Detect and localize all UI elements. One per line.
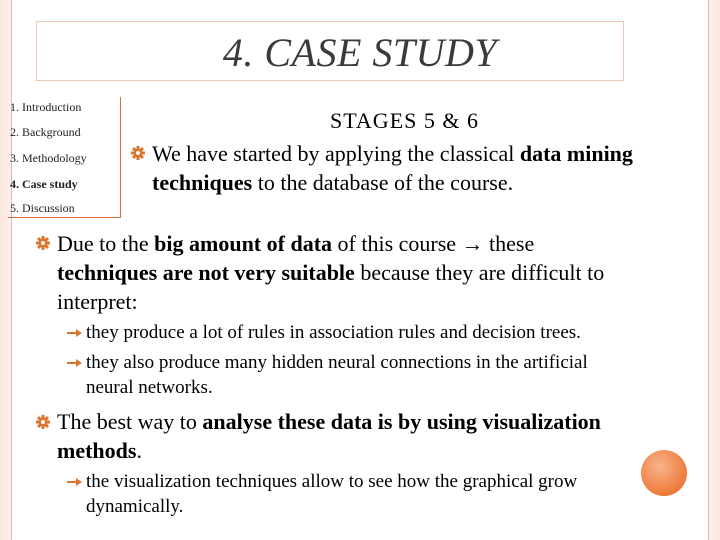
sub-bullet-arrow-icon	[67, 358, 83, 368]
gear-bullet-icon	[36, 415, 50, 429]
sub-bullet-arrow-icon	[67, 328, 83, 338]
left-frame-border	[0, 0, 12, 540]
paragraph-2-line-1	[57, 231, 534, 257]
p3-bold-2: methods	[57, 438, 137, 463]
p1-text: We have started by applying the classical	[152, 141, 520, 166]
sub-bullet-arrow-icon	[67, 477, 83, 487]
sub-bullet-3-line-1: the visualization techniques allow to see how the graphical grow	[86, 471, 578, 492]
gear-bullet-icon	[131, 146, 145, 160]
stages-heading: STAGES 5 & 6	[330, 108, 479, 133]
sub-bullet-2-line-2: neural networks.	[86, 377, 213, 398]
nav-item-methodology[interactable]: 3. Methodology	[10, 151, 87, 165]
nav-item-background[interactable]: 2. Background	[10, 125, 81, 139]
p1-bold: data mining	[519, 141, 633, 166]
right-arrow-icon: →	[461, 231, 484, 256]
nav-item-discussion[interactable]: 5. Discussion	[10, 201, 75, 215]
paragraph-2-line-3: interpret:	[57, 289, 138, 314]
p1-text-2: to the database of the course.	[252, 170, 514, 195]
p2-text-3: these	[483, 231, 535, 256]
sub-bullet-1: they produce a lot of rules in association rules and decision trees.	[86, 322, 581, 343]
p2-bold-1: big amount of data	[154, 231, 333, 256]
sub-bullet-2-line-1: they also produce many hidden neural connections in the artificial	[86, 352, 588, 373]
sub-bullet-3-line-2: dynamically.	[86, 496, 184, 517]
p3-text-2: .	[136, 438, 142, 463]
section-nav	[8, 97, 121, 218]
paragraph-3-line-2	[57, 438, 142, 464]
right-frame-border	[708, 0, 720, 540]
p1-bold-2: techniques	[152, 170, 253, 195]
p2-text-2: of this course	[332, 231, 462, 256]
p2-bold-2: techniques are not very suitable	[57, 260, 355, 285]
p3-text-1: The best way to	[57, 409, 203, 434]
p3-bold-1: analyse these data is by using visualization	[202, 409, 601, 434]
paragraph-3-line-1	[57, 409, 601, 435]
nav-item-introduction[interactable]: 1. Introduction	[10, 100, 82, 114]
slide-title: 4. CASE STUDY	[222, 30, 498, 75]
nav-item-case-study[interactable]: 4. Case study	[10, 177, 78, 191]
p2-text-1: Due to the	[57, 231, 155, 256]
paragraph-2-line-2	[57, 260, 604, 286]
paragraph-1-line-2	[152, 170, 513, 196]
p2-text-4: because they are difficult to	[354, 260, 605, 285]
decorative-orange-circle	[641, 450, 687, 496]
gear-bullet-icon	[36, 236, 50, 250]
paragraph-1-line-1	[152, 141, 633, 167]
